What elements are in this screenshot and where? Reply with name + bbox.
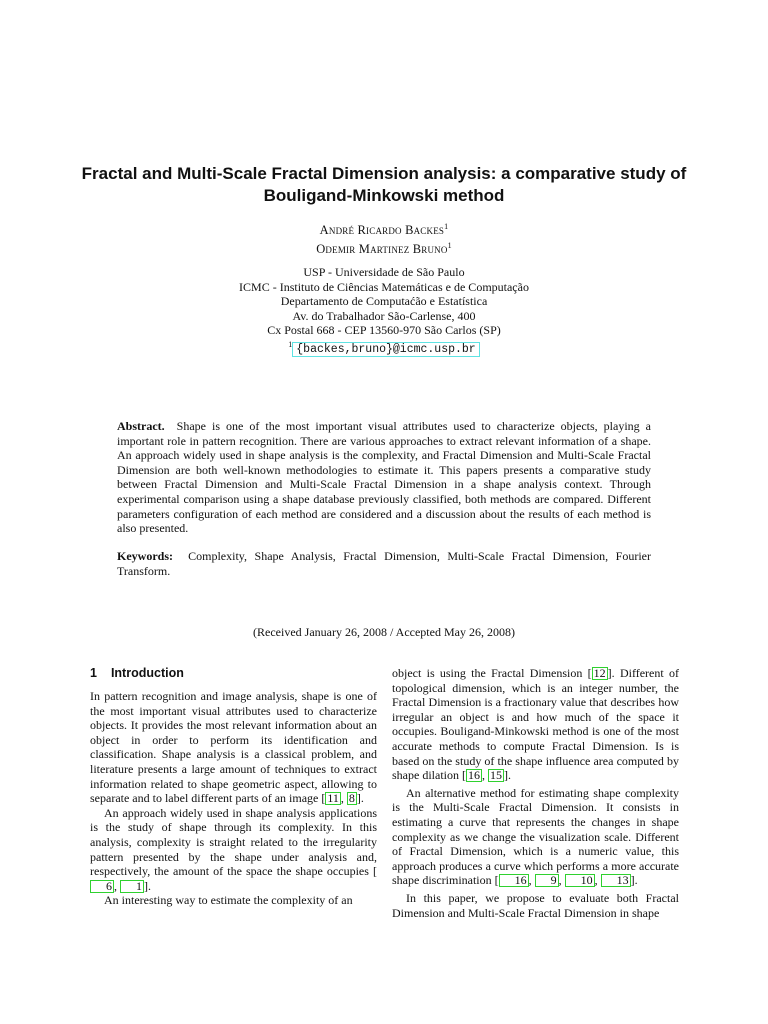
paragraph: object is using the Fractal Dimension [ 12 ]. Different of topological dimension, which is an integer number, the Fractal Dimension is a fractionary value that describes how irregular an object is and how much of the space it occupies. Bouligand-Minkowski method is one of the most accurate methods to compute Fractal Dimension. Is is based on the study of the shape influence area computed by shape dilation [ 16 , 15 ]. — [392, 666, 679, 783]
received-date: (Received January 26, 2008 / Accepted May 26, 2008) — [253, 625, 515, 639]
affiliation-line: Cx Postal 668 - CEP 13560-970 São Carlos (SP) — [267, 323, 501, 338]
affiliation-line: ICMC - Instituto de Ciências Matemáticas e de Computação — [239, 279, 529, 294]
paragraph — [90, 806, 377, 894]
affiliation-block — [0, 265, 768, 357]
paragraph: An interesting way to estimate the complexity of an — [104, 893, 353, 908]
author-list — [0, 219, 768, 257]
paragraph-end: . — [360, 791, 364, 806]
citation-link[interactable]: 16 — [499, 874, 529, 887]
author-1 — [0, 219, 768, 238]
paragraph-end: . — [507, 768, 511, 783]
abstract — [117, 419, 651, 536]
paragraph-text: An alternative method for estimating shape complexity is the Multi-Scale Fractal Dimension. It consists in estimating a curve that represents the changes in shape complexity as we change the visualization scale. Different of Fractal Dimension, which is a numeric value, this approach produces a curve which performs a more accurate shape discrimination — [392, 785, 679, 888]
section-heading — [90, 666, 377, 681]
author-name: André Ricardo Backes — [319, 223, 445, 238]
abstract-text: Shape is one of the most important visual attributes used to characterize objects, playing a important role in pattern recognition. There are various approaches to extract relevant information of a shape. An approach widely used in shape analysis is the complexity, and Fractal Dimension and Multi-Scale Fractal Dimension are both well-known methodologies to estimate it. This papers presents a comparative study between Fractal Dimension and Multi-Scale Fractal Dimension in a shape analysis context. Through experimental comparison using a shape database previously classified, both methods are compared. Different parameters configuration of each method are considered and a discussion about the results of each method is also presented. — [117, 419, 651, 536]
author-2 — [0, 238, 768, 257]
email-line — [0, 338, 768, 357]
section-number: 1 — [90, 666, 97, 680]
right-column — [392, 666, 679, 920]
citation-group: [ 16 , 9 , 10 , 13 ] — [494, 873, 635, 888]
citation-link[interactable]: 9 — [535, 874, 559, 887]
citation-link[interactable]: 16 — [467, 768, 480, 783]
paragraph-text: In pattern recognition and image analysis, shape is one of the most important visual attributes used to characterize objects. It provides the most relevant information about an object in order to perform its identification and classification. Shape analysis is a classical problem, and literature presents a large amount of techniques to extract information related to shape geometric aspect, allowing to separate and to label different parts of an image — [90, 689, 377, 806]
author-affil-mark: 1 — [447, 241, 452, 251]
paragraph — [392, 786, 679, 888]
abstract-label: Abstract. — [117, 419, 165, 433]
author-affil-mark: 1 — [444, 222, 449, 231]
paragraph-text: . Different of topological dimension, which is an integer number, the Fractal Dimension is a fractionary value that describes how irregular an object is and how much of the space it occupies. Bouligand-Minkowski method is one of the most accurate methods to compute Fractal Dimension. Is is based on the study of the shape influence area computed by shape dilation — [392, 666, 679, 783]
paragraph-text: An approach widely used in shape analysis applications is the study of shape through its complexity. In this analysis, complexity is straight related to the irregularity pattern presented by the shape under analysis and, respectively, the amount of the space the shape occupies — [90, 805, 377, 879]
citation-link[interactable]: 15 — [489, 768, 502, 783]
paper-title: Fractal and Multi-Scale Fractal Dimension analysis: a comparative study of Bouligand-Minkowski method — [81, 164, 687, 205]
citation-group: [6 , 1 ] — [90, 864, 377, 893]
keywords-label: Keywords: — [117, 549, 173, 563]
citation-link[interactable]: 1 — [120, 880, 144, 893]
citation-link[interactable]: 6 — [90, 880, 114, 893]
affiliation-line: Av. do Trabalhador São-Carlense, 400 — [292, 308, 476, 323]
citation-link[interactable]: 11 — [327, 791, 339, 806]
author-name: Odemir Martinez Bruno — [316, 242, 448, 257]
citation-group: [ 16 , 15 ] — [461, 768, 508, 783]
affiliation-line: Departamento de Computaćão e Estatística — [280, 294, 488, 309]
paragraph: In this paper, we propose to evaluate both Fractal Dimension and Multi-Scale Fractal Dimension in shape — [392, 890, 679, 920]
keywords — [117, 549, 651, 578]
paragraph — [90, 689, 377, 806]
paragraph-end: . — [634, 873, 638, 888]
left-column — [90, 666, 377, 908]
section-title: Introduction — [110, 666, 184, 680]
citation-group: [ 11 , 8 ] — [321, 791, 361, 806]
affiliation-line: USP - Universidade de São Paulo — [303, 265, 465, 279]
keywords-text: Complexity, Shape Analysis, Fractal Dimension, Multi-Scale Fractal Dimension, Fourier Transform. — [117, 549, 652, 578]
email-link[interactable]: {backes,bruno}@icmc.usp.br — [292, 342, 479, 357]
paragraph-end: . — [148, 878, 151, 893]
paragraph-text: object is using the Fractal Dimension — [392, 666, 588, 680]
email-affil-mark: 1 — [288, 339, 293, 349]
citation-link[interactable]: 12 — [593, 666, 606, 680]
citation-link[interactable]: 13 — [601, 874, 631, 887]
citation-link[interactable]: 8 — [348, 791, 355, 806]
citation-link[interactable]: 10 — [565, 874, 595, 887]
